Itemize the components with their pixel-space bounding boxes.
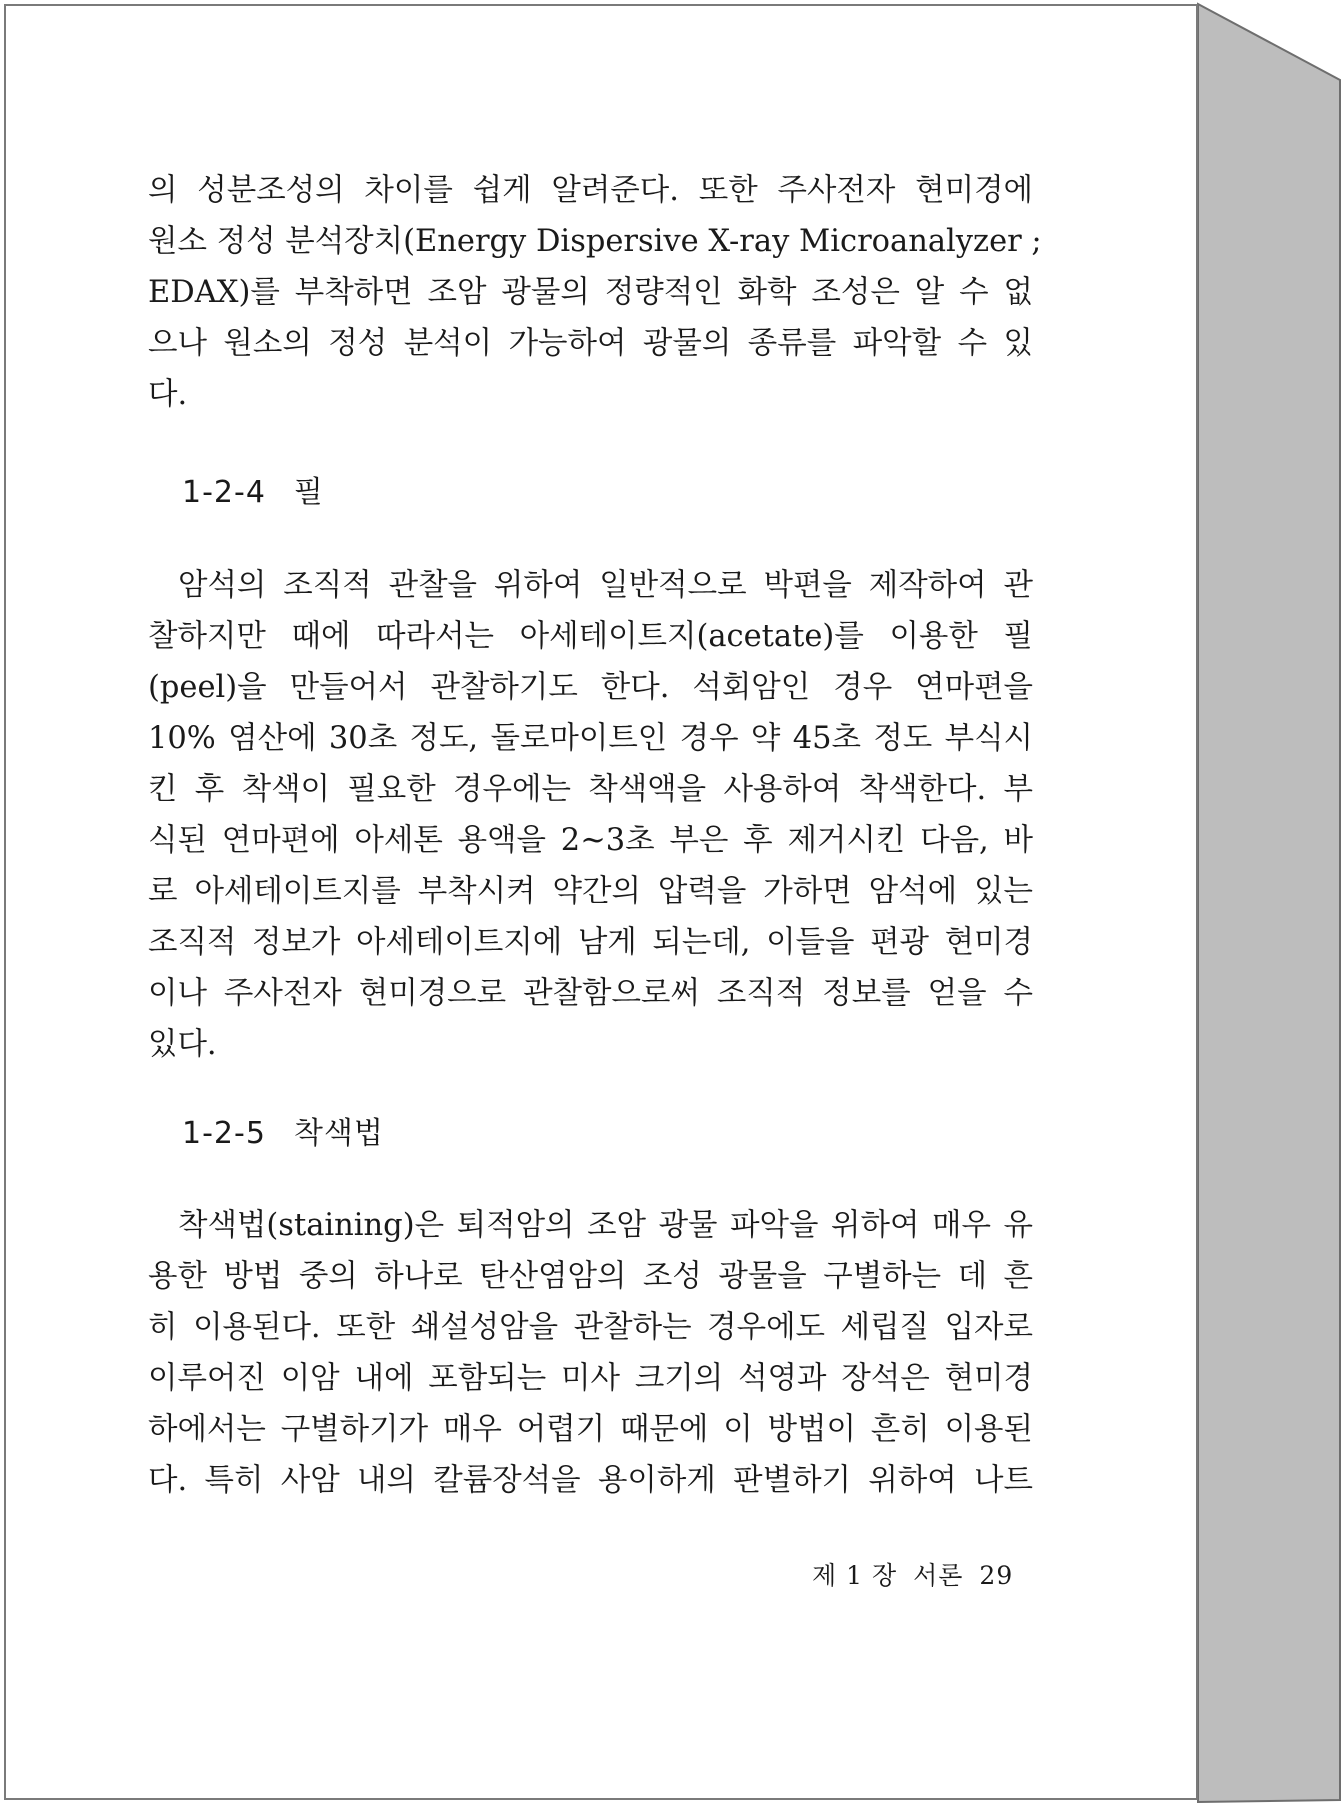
section-heading-1-2-5 <box>182 1108 384 1152</box>
text-line: 으나 원소의 정성 분석이 가능하여 광물의 종류를 파악할 수 있 <box>148 326 1033 361</box>
section-number: 1-2-4 <box>182 475 266 510</box>
section-heading-1-2-4 <box>182 467 324 511</box>
text-line: 조직적 정보가 아세테이트지에 남게 되는데, 이들을 편광 현미경 <box>148 925 1033 960</box>
text-line: 이나 주사전자 현미경으로 관찰함으로써 조직적 정보를 얻을 수 <box>148 976 1033 1011</box>
text-line: 로 아세테이트지를 부착시켜 약간의 압력을 가하면 암석에 있는 <box>148 874 1033 909</box>
paragraph-3 <box>148 1200 1033 1506</box>
text-line: 착색법(staining)은 퇴적암의 조암 광물 파악을 위하여 매우 유 <box>178 1208 1033 1243</box>
text-line: 히 이용된다. 또한 쇄설성암을 관찰하는 경우에도 세립질 입자로 <box>148 1310 1033 1345</box>
text-line: 킨 후 착색이 필요한 경우에는 착색액을 사용하여 착색한다. 부 <box>148 772 1033 807</box>
text-line: 10% 염산에 30초 정도, 돌로마이트인 경우 약 45초 정도 부식시 <box>148 721 1033 756</box>
page-number: 29 <box>979 1561 1014 1590</box>
text-line: 하에서는 구별하기가 매우 어렵기 때문에 이 방법이 흔히 이용된 <box>148 1412 1033 1447</box>
page-footer <box>812 1556 1029 1592</box>
text-line: 이루어진 이암 내에 포함되는 미사 크기의 석영과 장석은 현미경 <box>148 1361 1033 1396</box>
chapter-title: 서론 <box>913 1561 964 1590</box>
text-line: 있다. <box>148 1027 217 1062</box>
text-line: 찰하지만 때에 따라서는 아세테이트지(acetate)를 이용한 필 <box>148 619 1033 654</box>
paragraph-2 <box>148 560 1033 1070</box>
section-title: 착색법 <box>293 1116 384 1151</box>
text-line: 원소 정성 분석장치(Energy Dispersive X-ray Microanalyzer ; <box>148 224 1042 259</box>
section-title: 필 <box>293 475 324 510</box>
section-number: 1-2-5 <box>182 1116 266 1151</box>
text-line: 다. 특히 사암 내의 칼륨장석을 용이하게 판별하기 위하여 나트 <box>148 1463 1033 1498</box>
text-line: 의 성분조성의 차이를 쉽게 알려준다. 또한 주사전자 현미경에 <box>148 173 1033 208</box>
text-line: 용한 방법 중의 하나로 탄산염암의 조성 광물을 구별하는 데 흔 <box>148 1259 1033 1294</box>
paragraph-1 <box>148 165 1042 420</box>
text-line: 식된 연마편에 아세톤 용액을 2~3초 부은 후 제거시킨 다음, 바 <box>148 823 1033 858</box>
text-line: (peel)을 만들어서 관찰하기도 한다. 석회암인 경우 연마편을 <box>148 670 1033 705</box>
chapter-label: 제 1 장 <box>812 1561 898 1590</box>
text-line: 암석의 조직적 관찰을 위하여 일반적으로 박편을 제작하여 관 <box>178 568 1033 603</box>
text-line: 다. <box>148 377 188 412</box>
text-line: EDAX)를 부착하면 조암 광물의 정량적인 화학 조성은 알 수 없 <box>148 275 1033 310</box>
